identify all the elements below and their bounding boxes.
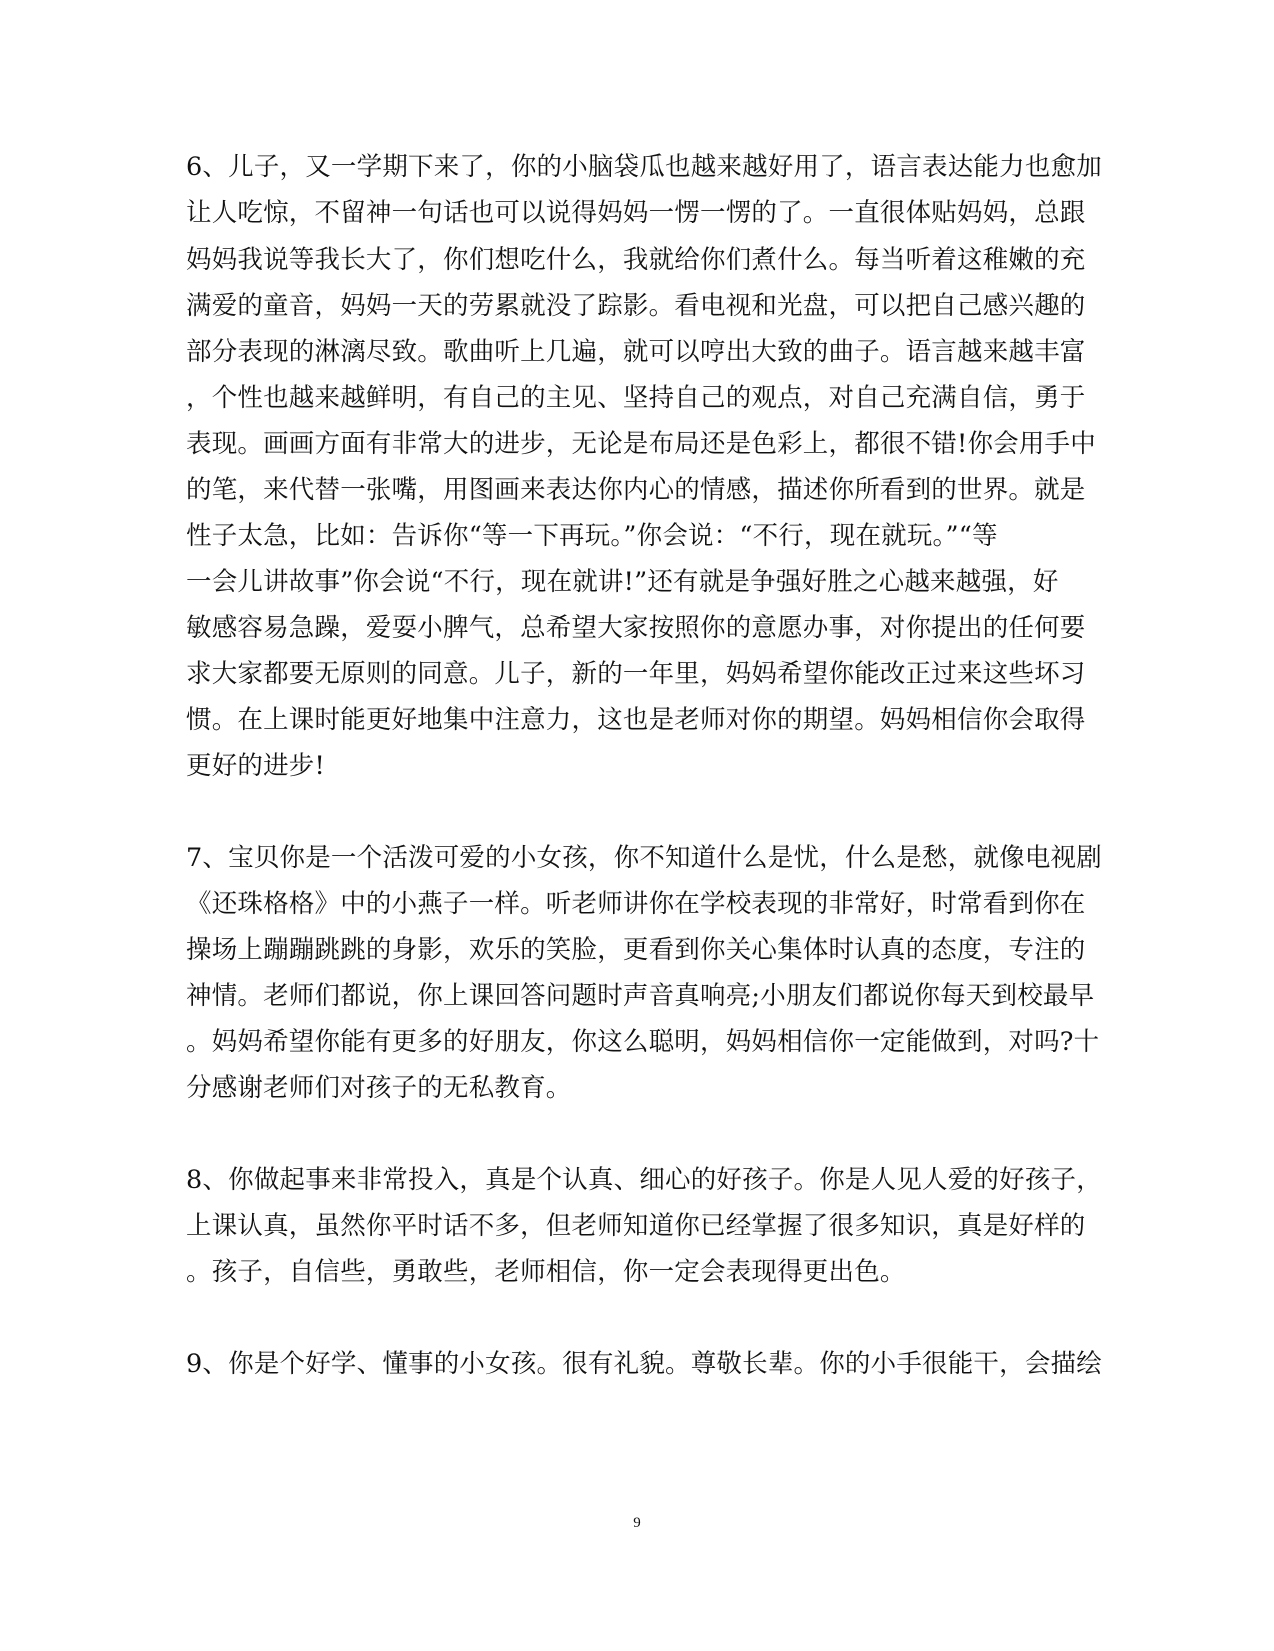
paragraph-6-line: 满爱的童音，妈妈一天的劳累就没了踪影。看电视和光盘，可以把自己感兴趣的: [186, 291, 1086, 321]
paragraph-6-line: 更好的进步!: [186, 751, 325, 781]
paragraph-7-line: 《还珠格格》中的小燕子一样。听老师讲你在学校表现的非常好，时常看到你在: [186, 889, 1086, 919]
paragraph-9-line: 9、你是个好学、懂事的小女孩。很有礼貌。尊敬长辈。你的小手很能干，会描绘: [186, 1349, 1102, 1379]
paragraph-6-line: 求大家都要无原则的同意。儿子，新的一年里，妈妈希望你能改正过来这些坏习: [186, 659, 1086, 689]
paragraph-8-line: 。孩子，自信些，勇敢些，老师相信，你一定会表现得更出色。: [186, 1257, 906, 1287]
paragraph-6-line: ，个性也越来越鲜明，有自己的主见、坚持自己的观点，对自己充满自信，勇于: [186, 383, 1086, 413]
paragraph-6-line: 6、儿子，又一学期下来了，你的小脑袋瓜也越来越好用了，语言表达能力也愈加: [186, 152, 1102, 182]
paragraph-6-line: 部分表现的淋漓尽致。歌曲听上几遍，就可以哼出大致的曲子。语言越来越丰富: [186, 337, 1086, 367]
page-number: 9: [633, 1515, 641, 1531]
paragraph-8-line: 上课认真，虽然你平时话不多，但老师知道你已经掌握了很多知识，真是好样的: [186, 1211, 1086, 1241]
paragraph-6-line: 性子太急，比如：告诉你“等一下再玩。”你会说：“不行，现在就玩。”“等: [186, 521, 998, 551]
paragraph-6-line: 一会儿讲故事”你会说“不行，现在就讲!”还有就是争强好胜之心越来越强，好: [186, 567, 1059, 597]
paragraph-7-line: 操场上蹦蹦跳跳的身影，欢乐的笑脸，更看到你关心集体时认真的态度，专注的: [186, 935, 1086, 965]
paragraph-6-line: 敏感容易急躁，爱耍小脾气，总希望大家按照你的意愿办事，对你提出的任何要: [186, 613, 1086, 643]
paragraph-7-line: 7、宝贝你是一个活泼可爱的小女孩，你不知道什么是忧，什么是愁，就像电视剧: [186, 843, 1102, 873]
paragraph-7-line: 神情。老师们都说，你上课回答问题时声音真响亮;小朋友们都说你每天到校最早: [186, 981, 1095, 1011]
paragraph-6-line: 的笔，来代替一张嘴，用图画来表达你内心的情感，描述你所看到的世界。就是: [186, 475, 1086, 505]
paragraph-6-line: 妈妈我说等我长大了，你们想吃什么，我就给你们煮什么。每当听着这稚嫩的充: [186, 245, 1086, 275]
paragraph-7-line: 。妈妈希望你能有更多的好朋友，你这么聪明，妈妈相信你一定能做到，对吗?十: [186, 1027, 1100, 1057]
paragraph-7-line: 分感谢老师们对孩子的无私教育。: [186, 1073, 572, 1103]
paragraph-6-line: 让人吃惊，不留神一句话也可以说得妈妈一愣一愣的了。一直很体贴妈妈，总跟: [186, 198, 1086, 228]
paragraph-6-line: 表现。画画方面有非常大的进步，无论是布局还是色彩上，都很不错!你会用手中: [186, 429, 1096, 459]
paragraph-6-line: 惯。在上课时能更好地集中注意力，这也是老师对你的期望。妈妈相信你会取得: [186, 705, 1086, 735]
paragraph-8-line: 8、你做起事来非常投入，真是个认真、细心的好孩子。你是人见人爱的好孩子，: [186, 1165, 1102, 1195]
